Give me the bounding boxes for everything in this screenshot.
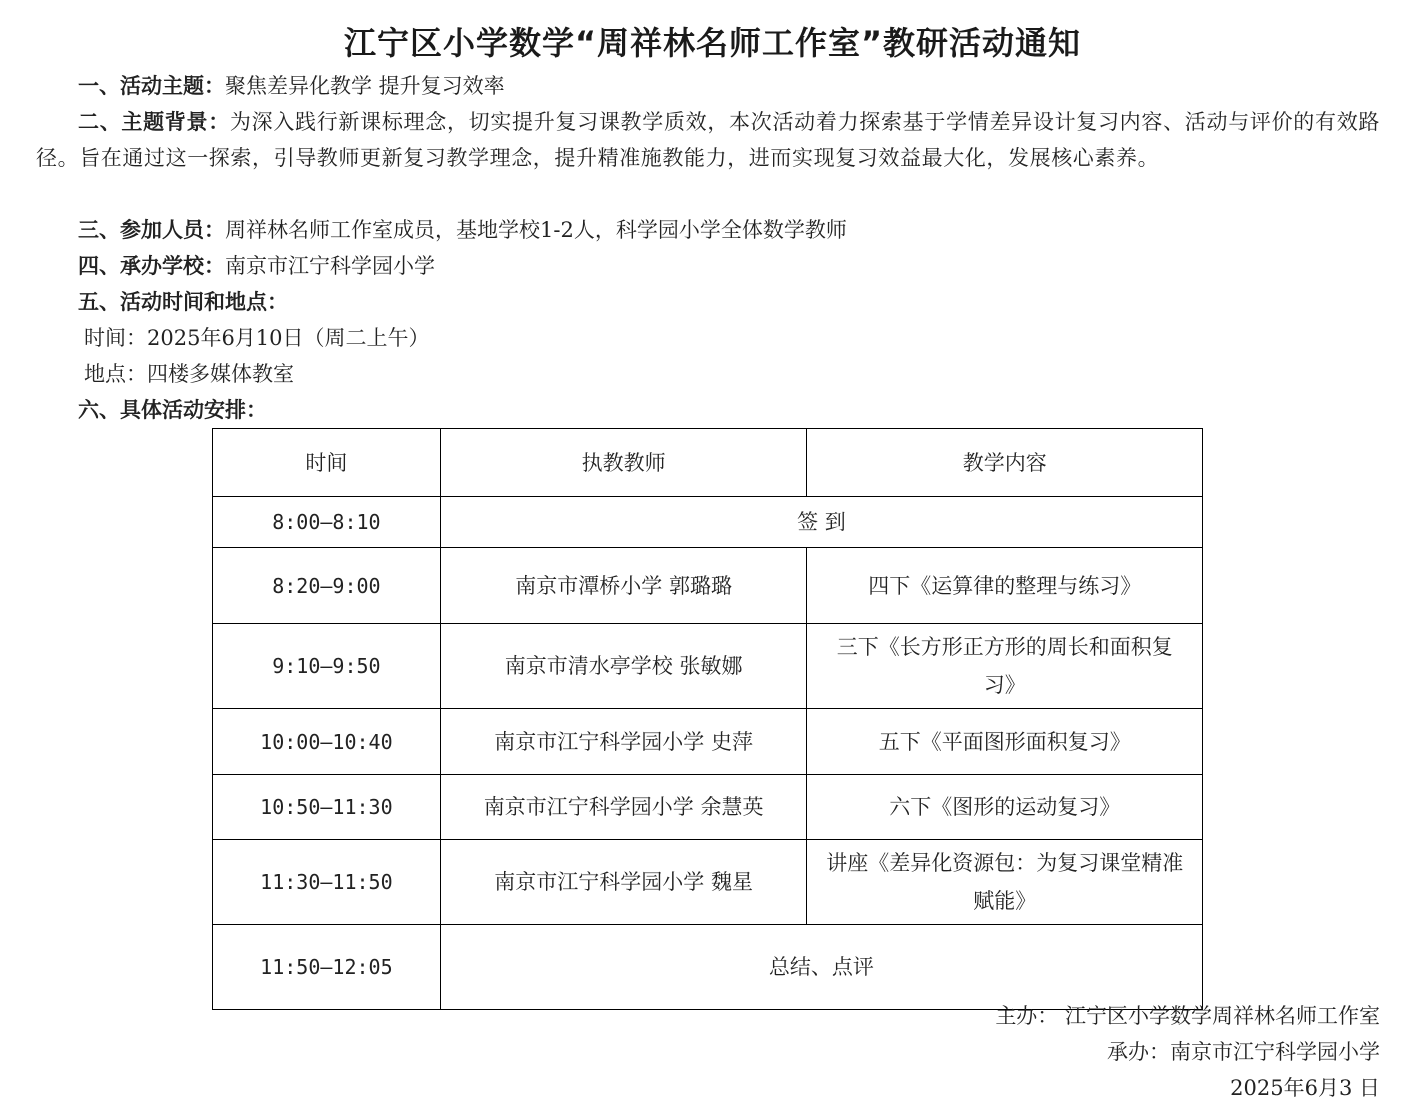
background-label: 二、主题背景： (78, 110, 230, 134)
time-cell: 10:00—10:40 (213, 709, 441, 775)
time-cell: 8:20—9:00 (213, 548, 441, 624)
co-organizer-line: 承办：南京市江宁科学园小学 (1107, 1040, 1380, 1064)
merged-cell: 总结、点评 (440, 925, 1202, 1010)
table-row (213, 775, 1203, 840)
content-cell: 六下《图形的运动复习》 (807, 775, 1203, 840)
host-value: 南京市江宁科学园小学 (225, 254, 435, 278)
time-place-label: 五、活动时间和地点： (78, 290, 288, 314)
theme-value: 聚焦差异化教学 提升复习效率 (225, 74, 505, 98)
table-row (213, 709, 1203, 775)
teacher-cell: 南京市江宁科学园小学 余慧英 (440, 775, 807, 840)
time-cell: 11:50—12:05 (213, 925, 441, 1010)
host-line (78, 248, 435, 284)
time-cell: 9:10—9:50 (213, 624, 441, 709)
content-cell: 四下《运算律的整理与练习》 (807, 548, 1203, 624)
table-header-row (213, 429, 1203, 497)
notice-date: 2025年6月3 日 (1230, 1076, 1380, 1100)
participants-line (78, 212, 847, 248)
table-row (213, 497, 1203, 548)
schedule-table (212, 428, 1203, 1010)
table-row (213, 925, 1203, 1010)
place-line: 地点：四楼多媒体教室 (84, 362, 294, 386)
theme-line (78, 68, 505, 104)
teacher-cell: 南京市江宁科学园小学 魏星 (440, 840, 807, 925)
content-cell: 五下《平面图形面积复习》 (807, 709, 1203, 775)
background-value: 为深入践行新课标理念，切实提升复习课教学质效，本次活动着力探索基于学情差异设计复习内容、活动与评价的有效路径。旨在通过这一探索，引导教师更新复习教学理念，提升精准施教能力，进而实现复习效益最大化，发展核心素养。 (36, 110, 1381, 170)
teacher-cell: 南京市潭桥小学 郭璐璐 (440, 548, 807, 624)
table-row (213, 548, 1203, 624)
header-time: 时间 (213, 429, 441, 497)
schedule-label: 六、具体活动安排： (78, 398, 267, 422)
organizer-line: 主办： 江宁区小学数学周祥林名师工作室 (995, 1004, 1380, 1028)
participants-value: 周祥林名师工作室成员，基地学校1-2人，科学园小学全体数学教师 (225, 218, 847, 242)
content-cell: 讲座《差异化资源包：为复习课堂精准赋能》 (807, 840, 1203, 925)
teacher-cell: 南京市江宁科学园小学 史萍 (440, 709, 807, 775)
header-teacher: 执教教师 (440, 429, 807, 497)
participants-label: 三、参加人员： (78, 218, 225, 242)
teacher-cell: 南京市清水亭学校 张敏娜 (440, 624, 807, 709)
host-label: 四、承办学校： (78, 254, 225, 278)
merged-cell: 签 到 (440, 497, 1202, 548)
content-cell: 三下《长方形正方形的周长和面积复习》 (807, 624, 1203, 709)
theme-label: 一、活动主题： (78, 74, 225, 98)
time-cell: 11:30—11:50 (213, 840, 441, 925)
background-paragraph (36, 104, 1380, 176)
time-line: 时间：2025年6月10日（周二上午） (84, 326, 430, 350)
header-content: 教学内容 (807, 429, 1203, 497)
table-row (213, 840, 1203, 925)
page-title: 江宁区小学数学“周祥林名师工作室”教研活动通知 (343, 24, 1082, 62)
time-cell: 10:50—11:30 (213, 775, 441, 840)
time-cell: 8:00—8:10 (213, 497, 441, 548)
table-row (213, 624, 1203, 709)
